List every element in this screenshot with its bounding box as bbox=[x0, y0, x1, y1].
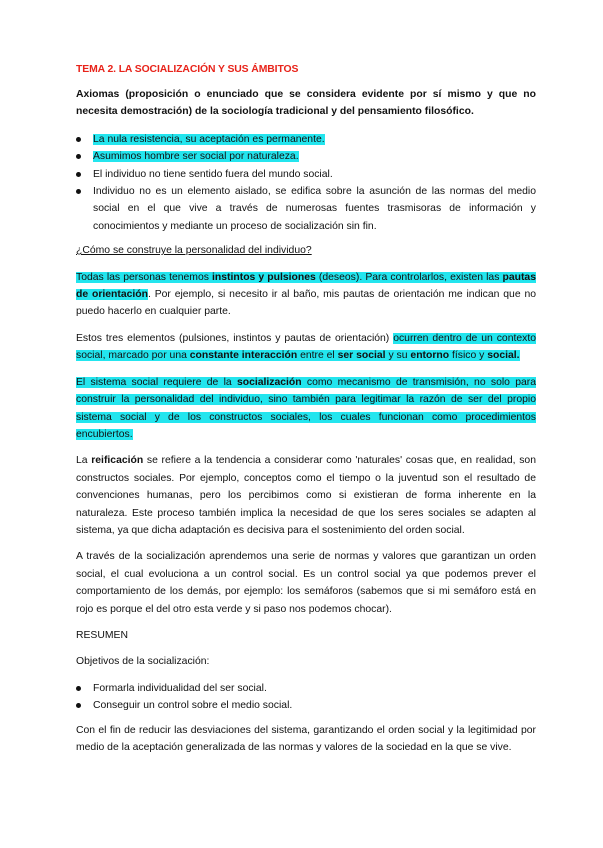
bullet-icon bbox=[76, 137, 81, 142]
objetivos-list bbox=[76, 680, 536, 715]
list-item-text: Individuo no es un elemento aislado, se edifica sobre la asunción de las normas del medio social en el que vive a través de numerosas fuentes trasmisoras de información y conocimientos y mediante un proceso de socialización sin fin. bbox=[93, 186, 536, 232]
text-segment: como mecanismo de transmisión, no solo para construir la personalidad del individuo, sino también para legitimar la razón de ser del propio sistema social y de los constructos sociales, los cuales funcionan como procedimientos encubiertos. bbox=[76, 376, 536, 440]
text-segment: Estos tres elementos (pulsiones, instintos y pautas de orientación) bbox=[76, 332, 394, 344]
document-title: TEMA 2. LA SOCIALIZACIÓN Y SUS ÁMBITOS bbox=[76, 64, 299, 75]
elementos-paragraph bbox=[76, 330, 536, 365]
list-item bbox=[76, 166, 536, 183]
objetivos-heading: Objetivos de la socialización: bbox=[76, 656, 210, 668]
bullet-icon bbox=[76, 686, 81, 691]
conclusion-paragraph: Con el fin de reducir las desviaciones del sistema, garantizando el orden social y la legitimidad por medio de la aceptación generalizada de las normas y valores de la sociedad en la que se vive. bbox=[76, 724, 536, 753]
reificacion-paragraph bbox=[76, 452, 536, 539]
bullet-icon bbox=[76, 172, 81, 177]
list-item-text: Formarla individualidad del ser social. bbox=[93, 682, 267, 694]
text-segment: y su bbox=[385, 350, 411, 362]
list-item-text: La nula resistencia, su aceptación es permanente. bbox=[93, 133, 325, 145]
text-segment: entre el bbox=[297, 350, 338, 362]
axiomas-paragraph: Axiomas (proposición o enunciado que se considera evidente por sí mismo y que no necesita demostración) de la sociología tradicional y del pensamiento filosófico. bbox=[76, 89, 536, 118]
axiomas-list bbox=[76, 131, 536, 235]
socializacion-paragraph bbox=[76, 374, 536, 444]
text-segment: (deseos). Para controlarlos, existen las bbox=[315, 271, 503, 283]
text-segment: . Por ejemplo, si necesito ir al baño, mis pautas de orientación me indican que no puedo hacerlo en cualquier parte. bbox=[76, 289, 537, 318]
text-segment: ser social bbox=[337, 350, 386, 362]
list-item bbox=[76, 697, 536, 714]
text-segment: se refiere a la tendencia a considerar como 'naturales' cosas que, en realidad, son constructos sociales. Por ejemplo, conceptos como el tiempo o la juventud son el resultado de convenciones humanas, pero los percibimos como si existieran de forma inherente en la naturaleza. Este proceso también implica la necesidad de que los seres sociales se adapten al sistema, ya que dicha adaptación es decisiva para el sostenimiento del orden social. bbox=[76, 455, 536, 536]
text-segment: constante interacción bbox=[189, 350, 298, 362]
text-segment: El sistema social requiere de la bbox=[76, 376, 237, 388]
text-segment: social. bbox=[487, 350, 520, 362]
bullet-icon bbox=[76, 154, 81, 159]
instintos-paragraph bbox=[76, 269, 536, 321]
text-segment: La bbox=[76, 455, 92, 467]
text-segment: Todas las personas tenemos bbox=[76, 271, 213, 283]
bullet-icon bbox=[76, 189, 81, 194]
list-item-text: El individuo no tiene sentido fuera del mundo social. bbox=[93, 168, 333, 180]
list-item-text: Conseguir un control sobre el medio social. bbox=[93, 700, 293, 712]
text-segment: instintos y pulsiones bbox=[212, 271, 316, 283]
list-item bbox=[76, 148, 536, 165]
text-segment: pautas de orientación bbox=[76, 271, 536, 301]
list-item bbox=[76, 131, 536, 148]
text-segment: físico y bbox=[449, 350, 488, 362]
list-item bbox=[76, 183, 536, 235]
text-segment: socialización bbox=[236, 376, 302, 388]
text-segment: ocurren dentro de un contexto social, marcado por una bbox=[76, 332, 536, 362]
list-item-text: Asumimos hombre ser social por naturaleza. bbox=[93, 151, 299, 163]
question-heading: ¿Cómo se construye la personalidad del individuo? bbox=[76, 245, 312, 257]
bullet-icon bbox=[76, 703, 81, 708]
text-segment: reificación bbox=[91, 455, 144, 467]
list-item bbox=[76, 680, 536, 697]
resumen-heading: RESUMEN bbox=[76, 629, 128, 641]
text-segment: entorno bbox=[410, 350, 450, 362]
control-social-paragraph: A través de la socialización aprendemos una serie de normas y valores que garantizan un orden social, el cual evoluciona a un control social. Es un control social ya que podemos prever el comportamiento de los demás, por ejemplo: los semáforos (sabemos que si mi semáforo está en rojo es porque el del otro esta verde y si paso nos podemos chocar). bbox=[76, 551, 536, 615]
